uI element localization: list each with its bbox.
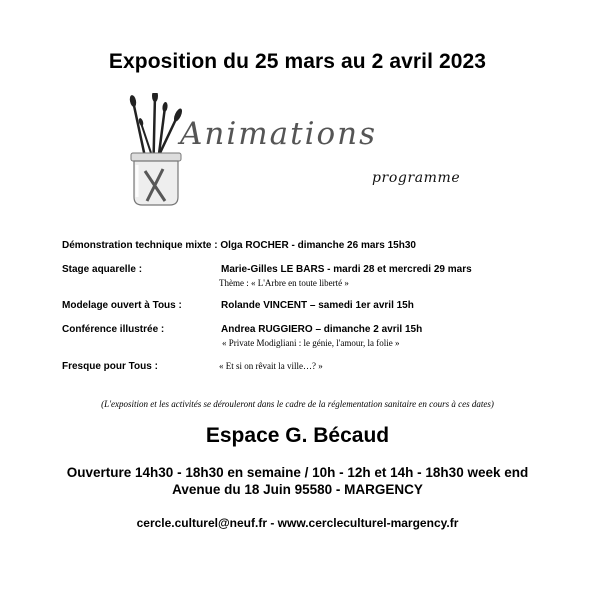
programme-subtitle: programme [372, 170, 461, 186]
program-row-detail: Marie-Gilles LE BARS - mardi 28 et mercredi 29 mars [221, 264, 472, 275]
address: Avenue du 18 Juin 95580 - MARGENCY [172, 482, 423, 497]
program-row-label: Stage aquarelle : [62, 264, 143, 275]
program-row-label: Démonstration technique mixte : Olga ROCHER - dimanche 26 mars 15h30 [62, 240, 416, 251]
venue-name: Espace G. Bécaud [205, 424, 390, 447]
program-row-note: Thème : « L'Arbre en toute liberté » [219, 278, 349, 288]
animations-word: Animations [180, 116, 378, 152]
opening-hours: Ouverture 14h30 - 18h30 en semaine / 10h - 12h et 14h - 18h30 week end [66, 465, 529, 480]
disclaimer: (L'exposition et les activités se dérouleront dans le cadre de la réglementation sanitaire en cours à ces dates) [101, 399, 494, 409]
paintbrush-jar-icon [125, 93, 185, 208]
program-row-detail: Andrea RUGGIERO – dimanche 2 avril 15h [221, 324, 423, 335]
program-row-label: Conférence illustrée : [62, 324, 165, 335]
exhibition-title: Exposition du 25 mars au 2 avril 2023 [108, 50, 487, 73]
program-row-detail: « Et si on rêvait la ville…? » [219, 361, 323, 371]
program-row-note: « Private Modigliani : le génie, l'amour, la folie » [222, 338, 400, 348]
contact-line: cercle.culturel@neuf.fr - www.cercleculturel-margency.fr [136, 516, 459, 530]
program-row-label: Fresque pour Tous : [62, 361, 158, 372]
program-row-detail: Rolande VINCENT – samedi 1er avril 15h [221, 300, 414, 311]
program-row-label: Modelage ouvert à Tous : [62, 300, 182, 311]
